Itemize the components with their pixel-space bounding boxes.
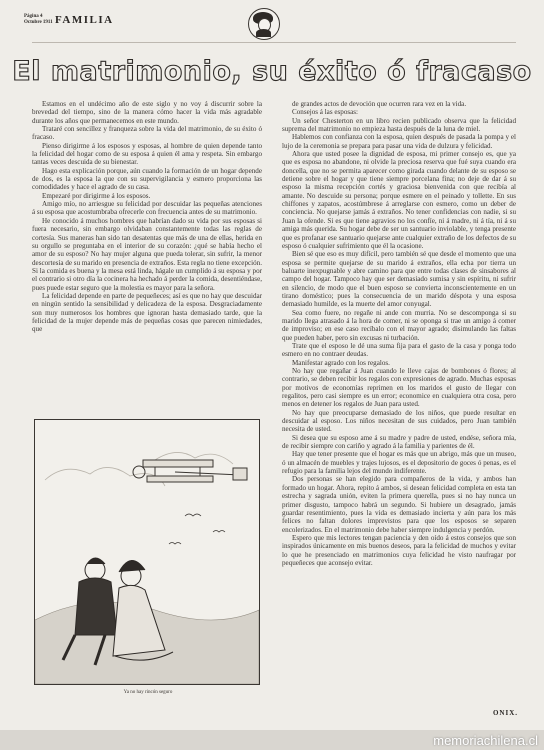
paragraph: Amigo mío, no arriesgue su felicidad por descuidar las pequeñas atenciones á su esposa que acostumbraba ofrecerle con frecuencia antes de su matrimonio. — [32, 200, 262, 217]
paragraph: Dos personas se han elegido para compañeros de la vida, y ambos han formado un hogar. Ahora, repito á ambos, si desean felicidad completa en esta tan estrecha y sagrada unión, eviten la primera querella, pues si no hay nunca un primer disgusto, tampoco habrá un segundo. Si hubiere un desagrado, jamás guardar resentimiento, pues la vida es demasiado incierta y aún para los más felices no faltan dolores imprevistos para que los esposos se separen encolerizados. En el matrimonio debe haber siempre indulgencia y perdón. — [282, 475, 516, 534]
paragraph: Ahora que usted posee la dignidad de esposa, mi primer consejo es, que ya que es esposa no abandone, ni olvide la preciosa reserva que fué suya cuando era doncella, que no se permita aparecer como girada cuando delante de su esposo se detiene sobre el hogar y que tiene siempre porcelana fina; no deje de dar á su esposo la misma recepción cortés y graciosa bienvenida con que recibía al amante. No descuide su persona; porque esmere en el peinado y tollette. En sus chiffones y zapatos, acostúmbrese á arreglarse con esmero, como un deber de conciencia. No quejarse jamás á extraños. No tener confidencias con nadie, si su Juan la ofende. Si es que tiene agravios no los confíe, ni á madre, ni á tía, ni á su amiga más querida. Su hogar debe de ser un santuario inviolable, y tenga presente que es profanar ese santuario quejarse ante cualquier extraño de los defectos de su esposo ó cualquier sufrimiento que él la ocasione. — [282, 150, 516, 250]
article-column-left — [32, 100, 262, 334]
article-column-right — [282, 100, 516, 567]
article-title: El matrimonio, su éxito ó fracaso — [12, 56, 532, 87]
illustration-caption: Ya no hay rincón seguro — [123, 690, 173, 695]
page-number-date: Página 4 Octubre 1911 — [24, 14, 53, 25]
paragraph: Hablemos con confianza con la esposa, quien después de pasada la pompa y el lujo de la ceremonia se prepara para pasar una vida de dulzura y felicidad. — [282, 133, 516, 150]
paragraph: de grandes actos de devoción que ocurren rara vez en la vida. — [292, 100, 467, 108]
paragraph: Hay que tener presente que el hogar es más que un abrigo, más que un museo, ó un almacén de muebles y trajes lujosos, es el depositorio de goces ó penas, es el refugio para la familia lejos del mundo indiferente. — [282, 450, 516, 476]
paragraph: Si desea que su esposo ame á su madre y padre de usted, endése, señora mía, de recibir siempre con cariño y agrado á la familia y parientes de él. — [282, 433, 516, 451]
magazine-name: FAMILIA — [55, 14, 114, 26]
paragraph: Bien sé que eso es muy difícil, pero también sé que desde el momento que una esposa se permite quejarse de su marido á extraños, ella echa por tierra un baluarte inexpugnable y abre camino para que entre todas clases de sinsabores al campo del hogar. Tampoco hay que ser demasiado sumisa y sin espíritu, ni sufrir en silencio, de modo que el buen esposo se convierta inconscientemente en un tirano doméstico; pues la consecuencia de un marido déspota y una esposa demasiado humilde, es la muerte del amor conyugal. — [282, 250, 516, 309]
paragraph: Consejos á las esposas: — [292, 108, 359, 117]
paragraph: Trate que el esposo le dé una suma fija para el gasto de la casa y ponga todo esmero en no contraer deudas. — [282, 341, 516, 359]
woman-portrait-logo-icon — [248, 8, 280, 40]
paragraph: Manifestar agrado con los regalos. — [292, 358, 390, 367]
paragraph: He conocido á muchos hombres que habrían dado su vida por sus esposas si fuera necesario, sin embargo olvidaban constantemente todas las reglas de cortesía. Sus maneras han sido tan desatentas que más de una de ellas, herida en su orgullo se preguntaba en el interior de su corazón: ¿qué se había hecho el amor de su esposo? No hay mujer alguna que pueda tolerar, sin sufrir, la menor descortesía de su marido en presencia de extraños. Esta regla no tiene excepción. Si la comida es buena y la mesa está linda, hágale un cumplido á su esposa y por el contrario si otro día la cocinera ha hechado á perder la comida, desentiéndase, pues puede estar seguro que la molestia es mayor para la señora. — [32, 216, 262, 292]
paragraph: La felicidad depende en parte de pequeñeces; así es que no hay que descuidar en ningún sentido la sensibilidad y delicadeza de la esposa. Desgraciadamente son muy numerosos los hombres que ignoran hasta demasiado tarde, que la felicidad de la mujer depende más de pequeñas cosas que parecen nimiedades, que — [32, 291, 263, 334]
paragraph: Espero que mis lectores tengan paciencia y den oído á estos consejos que son inspirados únicamente en mis buenos deseos, para la felicidad de muchos y evitar lo que he presenciado en matrimonios cuya felicidad he visto naufragar por pequeñeces que aconsejo evitar. — [282, 533, 516, 567]
paragraph: Sea como fuere, no regañe ni ande con murria. No se descomponga si su marido llega atrasado á la hora de comer, ni se oponga si trae un amigo á comer de improviso; en ese caso recíbalo con el mayor agrado; disimulando las faltas que pueden haber, pero sin excusas ni turbación. — [282, 308, 516, 342]
source-watermark[interactable]: memoriachilena.cl — [433, 733, 538, 748]
author-signature: ONIX. — [492, 709, 518, 717]
illustration-couple-airplane — [34, 419, 260, 685]
header-rule — [32, 42, 516, 43]
paragraph: Un señor Chesterton en un libro recien publicado observa que la felicidad suprema del matrimonio no empieza hasta después de la luna de miel. — [282, 116, 516, 134]
paragraph: No hay que preocuparse demasiado de los niños, que puede resultar en descuidar al esposo. Los niños necesitan de sus cuidados, pero Juan también necesita de usted. — [282, 408, 516, 434]
paragraph: Estamos en el undécimo año de este siglo y no voy á discurrir sobre la brevedad del tiempo, sino de la manera cómo hacer la vida más agradable durante los años que permanecemos en este mundo. — [32, 100, 262, 125]
paragraph: Trataré con sencillez y franqueza sobre la vida del matrimonio, de su éxito ó fracaso. — [32, 125, 262, 142]
paragraph: Empezaré por dirigirme á los esposos. — [42, 191, 151, 200]
paragraph: Hago esta explicación porque, aún cuando la formación de un hogar depende de dos, es la esposa la que con su supervigilancia y esmero proporciona las comodidades y hace el agrado de su casa. — [32, 166, 262, 192]
paragraph: Pienso dirigirme á los esposos y esposas, al hombre de quien depende tanto la felicidad del hogar como de su esposa á quien él ama y respeta. Sin embargo tantas veces descuida de su bienestar. — [32, 141, 262, 167]
paragraph: No hay que regañar á Juan cuando le lleve cajas de bombones ó flores; al contrario, se deben recibir los regalos con expresiones de agrado. Muchas esposas por motivos de economías reprimen en los maridos el gusto de llegar con regalitos, pero casi siempre es un error; economice en cualquiera otra cosa, pero menos en detener los regalos de Juan para usted. — [282, 367, 516, 409]
